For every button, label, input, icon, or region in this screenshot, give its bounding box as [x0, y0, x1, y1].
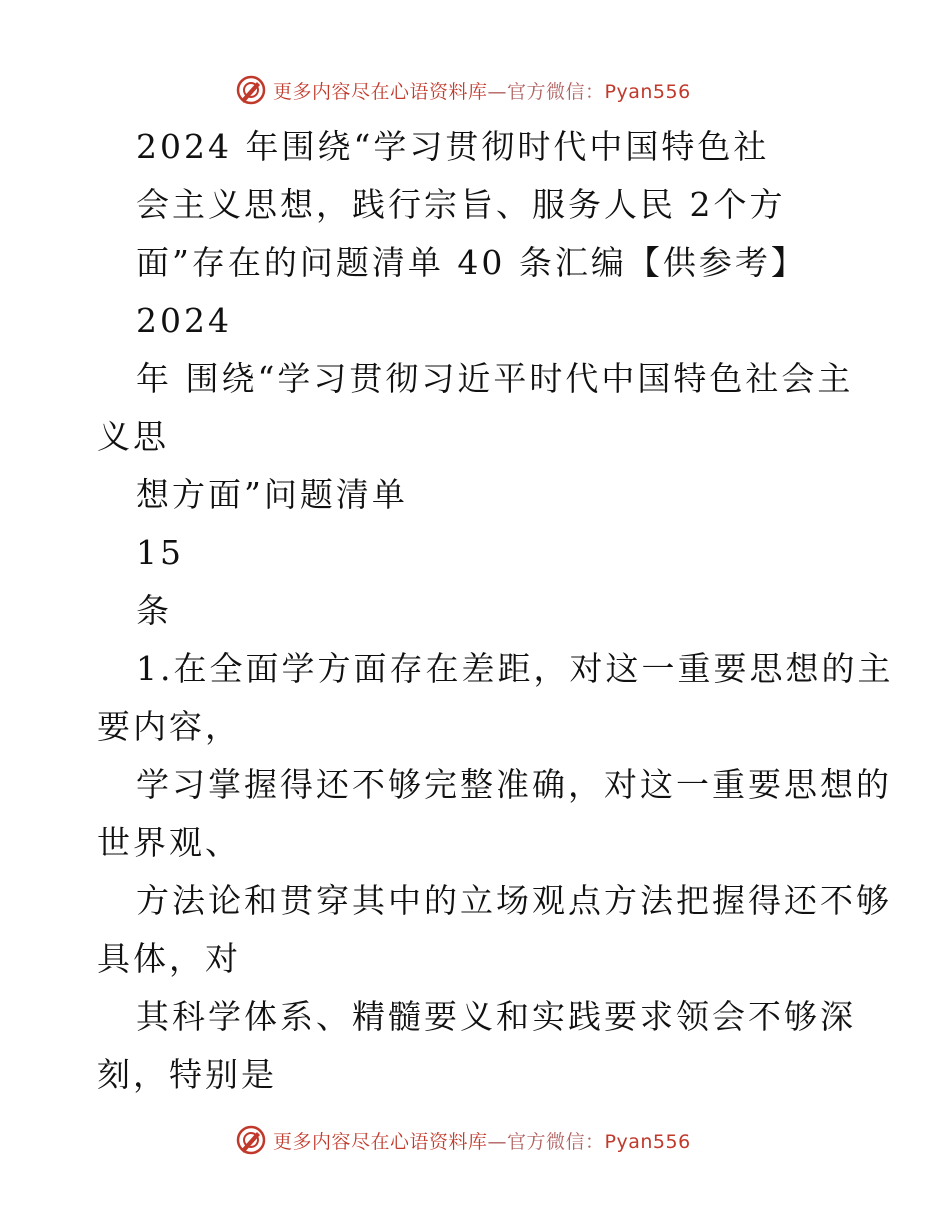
header-watermark-banner: [0, 70, 950, 110]
text-line: 方法论和贯穿其中的立场观点方法把握得还不够: [136, 881, 892, 920]
banner-wechat-id: Pyan556: [604, 1130, 691, 1153]
text-line: 其科学体系、精髓要义和实践要求领会不够深: [136, 997, 856, 1036]
text-line: 要内容，: [97, 707, 241, 746]
text-line: 世界观、: [97, 823, 241, 862]
banner-main-text: 更多内容尽在心语资料库: [273, 80, 488, 103]
text-line: 学习掌握得还不够完整准确，对这一重要思想的: [136, 765, 892, 804]
banner-main-text: 更多内容尽在心语资料库: [273, 1130, 488, 1153]
text-line: 刻，特别是: [97, 1055, 277, 1094]
text-line: 2024: [136, 301, 232, 340]
banner-wechat-label: 官方微信：: [507, 1130, 605, 1153]
banner-text: [273, 1127, 691, 1154]
logo-icon: [235, 1124, 267, 1156]
banner-separator: —: [487, 1130, 508, 1153]
footer-watermark-banner: [0, 1120, 950, 1160]
title-line-1: 2024 年围绕“学习贯彻时代中国特色社: [136, 127, 770, 166]
banner-text: [273, 77, 691, 104]
text-line: 15: [136, 533, 184, 572]
text-line: 义思: [97, 417, 169, 456]
banner-separator: —: [487, 80, 508, 103]
banner-wechat-id: Pyan556: [604, 80, 691, 103]
title-line-3: 面”存在的问题清单 40 条汇编【供参考】: [136, 243, 807, 282]
text-line: 1.在全面学方面存在差距，对这一重要思想的主: [136, 649, 894, 688]
text-line: 条: [136, 591, 172, 630]
banner-wechat-label: 官方微信：: [507, 80, 605, 103]
title-line-2: 会主义思想，践行宗旨、服务人民 2个方: [136, 185, 786, 224]
text-line: 年 围绕“学习贯彻习近平时代中国特色社会主: [136, 359, 854, 398]
text-line: 想方面”问题清单: [136, 475, 408, 514]
logo-icon: [235, 74, 267, 106]
text-line: 具体，对: [97, 939, 241, 978]
